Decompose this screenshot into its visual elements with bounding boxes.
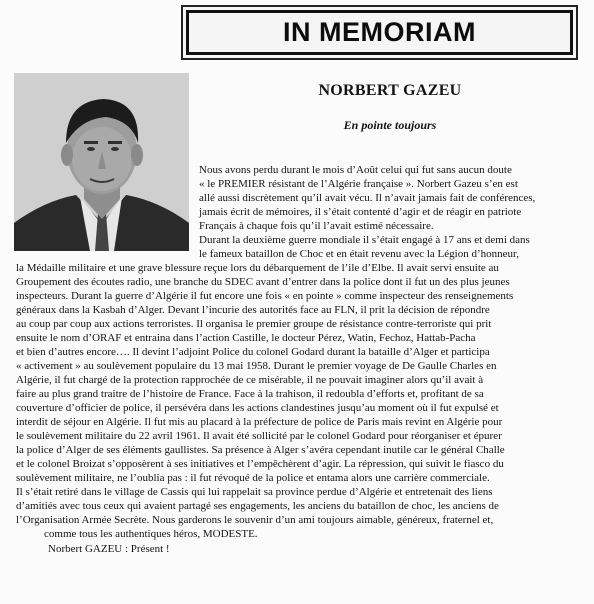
body-line: faire au plus grand traitre de l’histoire de France. Face à la trahison, il redoubla d’efforts et, profitant de sa <box>16 388 484 400</box>
body-line: ensuite le nom d’ORAF et entraina dans l’action Castille, le docteur Pérez, Watin, Fechoz, Hattab-Pacha <box>16 332 476 344</box>
closing-line: Norbert GAZEU : Présent ! <box>48 543 170 555</box>
body-line: « le PREMIER résistant de l’Algérie française ». Norbert Gazeu s’en est <box>199 178 518 190</box>
body-line: « activement » au soulèvement populaire du 13 mai 1958. Durant le premier voyage de De Gaulle Charles en <box>16 360 497 372</box>
body-line: comme tous les authentiques héros, MODESTE. <box>44 528 258 540</box>
portrait-photo <box>14 73 189 251</box>
in-memoriam-banner <box>181 5 578 60</box>
body-line: interdit de séjour en Algérie. Il fut mis au placard à la préfecture de police de Paris mais revint en Algérie pour <box>16 416 503 428</box>
body-line: la police d’Alger de ses éléments gaullistes. Sa présence à Alger s’avéra cependant inutile car le général Challe <box>16 444 505 456</box>
body-line: le soulèvement militaire du 22 avril 1961. Il avait été sollicité par le colonel Godard pour réorganiser et épurer <box>16 430 502 442</box>
body-line: au coup par coup aux actions terroristes. Il organisa le premier groupe de résistance contre-terroriste qui prit <box>16 318 492 330</box>
body-line: l’Organisation Armée Secrète. Nous garderons le souvenir d’un ami toujours aimable, généreux, fraternel et, <box>16 514 494 526</box>
body-line: et bien d’autres encore…. Il devint l’adjoint Police du colonel Godard durant la bataille d’Alger et participa <box>16 346 490 358</box>
body-line: d’amitiés avec tous ceux qui avaient partagé ses engagements, les anciens du bataillon de choc, les anciens de <box>16 500 499 512</box>
body-line: généraux dans la Kasbah d’Alger. Devant l’incurie des autorités face au FLN, il prit la décision de répondre <box>16 304 490 316</box>
body-line: soulèvement militaire, ne l’oublia pas : il fut révoqué de la police et entama alors une carrière commerciale. <box>16 472 490 484</box>
body-line: inspecteurs. Durant la guerre d’Algérie il fut encore une fois « en pointe » comme inspecteur des renseignements <box>16 290 514 302</box>
body-line: allé aussi discrètement qu’il avait vécu. Il n’avait jamais fait de conférences, <box>199 192 536 204</box>
body-line: Français à chaque fois qu’il l’avait estimé nécessaire. <box>199 220 434 232</box>
article-subtitle: En pointe toujours <box>343 118 437 132</box>
body-line: Nous avons perdu durant le mois d’Août celui qui fut sans aucun doute <box>199 164 512 176</box>
body-line: jamais écrit de mémoires, il s’était contenté d’agir et de réagir en patriote <box>199 206 522 218</box>
body-line: et le colonel Broizat s’opposèrent à ses initiatives et l’empêchèrent d’agir. La répression, qui suivit le fiasco du <box>16 458 504 470</box>
body-line: Durant la deuxième guerre mondiale il s’était engagé à 17 ans et demi dans <box>199 234 530 246</box>
body-line: couverture d’officier de police, il persévéra dans les actions clandestines jusqu’au moment où il fut expulsé et <box>16 402 499 414</box>
portrait-image <box>14 73 189 251</box>
body-line: Il s’était retiré dans le village de Cassis qui lui rappelait sa province perdue d’Algérie et entretenait des liens <box>16 486 493 498</box>
body-line: le fameux bataillon de Choc et en était revenu avec la Légion d’honneur, <box>199 248 519 260</box>
body-line: Algérie, il fut chargé de la protection rapprochée de ce misérable, il ne pouvait imaginer alors qu’il avait à <box>16 374 484 386</box>
body-line: Groupement des écoutes radio, une branche du SDEC avant d’entrer dans la police dont il fut un des plus jeunes <box>16 276 510 288</box>
body-line: la Médaille militaire et une grave blessure reçue lors du débarquement de l’ile d’Elbe. Il avait servi ensuite au <box>16 262 499 274</box>
banner-title: IN MEMORIAM <box>283 17 476 47</box>
person-name: NORBERT GAZEU <box>318 82 462 99</box>
